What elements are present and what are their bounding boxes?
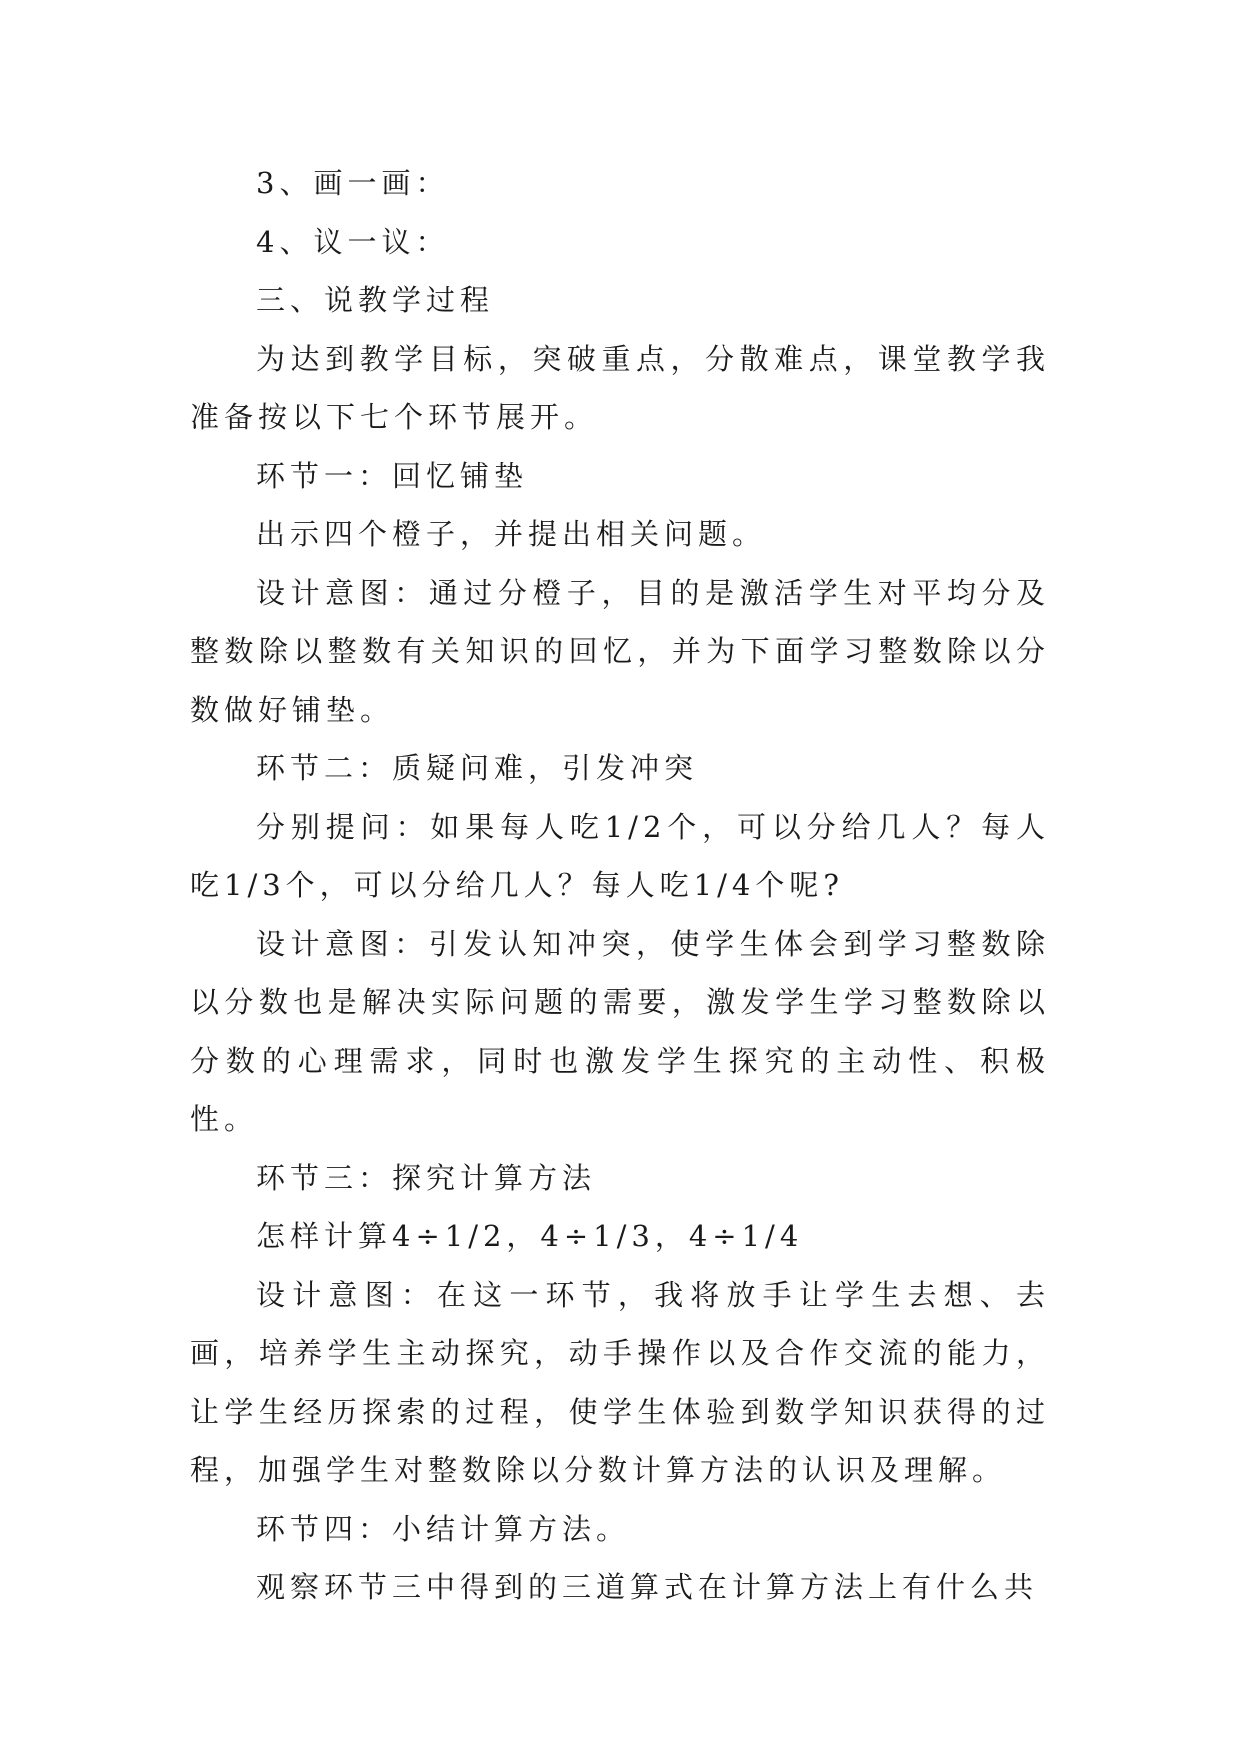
document-body bbox=[190, 154, 1050, 1617]
step-heading-1: 环节一：回忆铺垫 bbox=[256, 458, 529, 493]
paragraph-step-3: 怎样计算4÷1/2，4÷1/3，4÷1/4 bbox=[256, 1219, 804, 1253]
section-heading-teaching-process: 三、说教学过程 bbox=[256, 283, 495, 317]
paragraph-design-intent-3: 设计意图：在这一环节，我将放手让学生去想、去画，培养学生主动探究，动手操作以及合作交流的能力，让学生经历探索的过程，使学生体验到数学知识获得的过程，加强学生对整数除以分数计算方法的认识及理解。 bbox=[190, 1277, 1050, 1487]
paragraph-design-intent-1: 设计意图：通过分橙子，目的是激活学生对平均分及整数除以整数有关知识的回忆，并为下面学习整数除以分数做好铺垫。 bbox=[190, 575, 1050, 727]
step-heading-2: 环节二：质疑问难，引发冲突 bbox=[256, 751, 699, 785]
paragraph-design-intent-2: 设计意图：引发认知冲突，使学生体会到学习整数除以分数也是解决实际问题的需要，激发学生学习整数除以分数的心理需求，同时也激发学生探究的主动性、积极性。 bbox=[190, 926, 1050, 1136]
paragraph-intro: 为达到教学目标，突破重点，分散难点，课堂教学我准备按以下七个环节展开。 bbox=[190, 341, 1050, 434]
paragraph-step-4: 观察环节三中得到的三道算式在计算方法上有什么共 bbox=[256, 1570, 1039, 1604]
step-heading-3: 环节三：探究计算方法 bbox=[256, 1160, 597, 1195]
list-item-discuss: 4、议一议： bbox=[256, 224, 450, 259]
paragraph-step-2: 分别提问：如果每人吃1/2个，可以分给几人？每人吃1/3个，可以分给几人？每人吃1/4个呢? bbox=[190, 809, 1050, 902]
step-heading-4: 环节四：小结计算方法。 bbox=[256, 1511, 631, 1546]
paragraph-step-1: 出示四个橙子，并提出相关问题。 bbox=[256, 517, 767, 551]
list-item-draw: 3、画一画： bbox=[256, 166, 450, 200]
